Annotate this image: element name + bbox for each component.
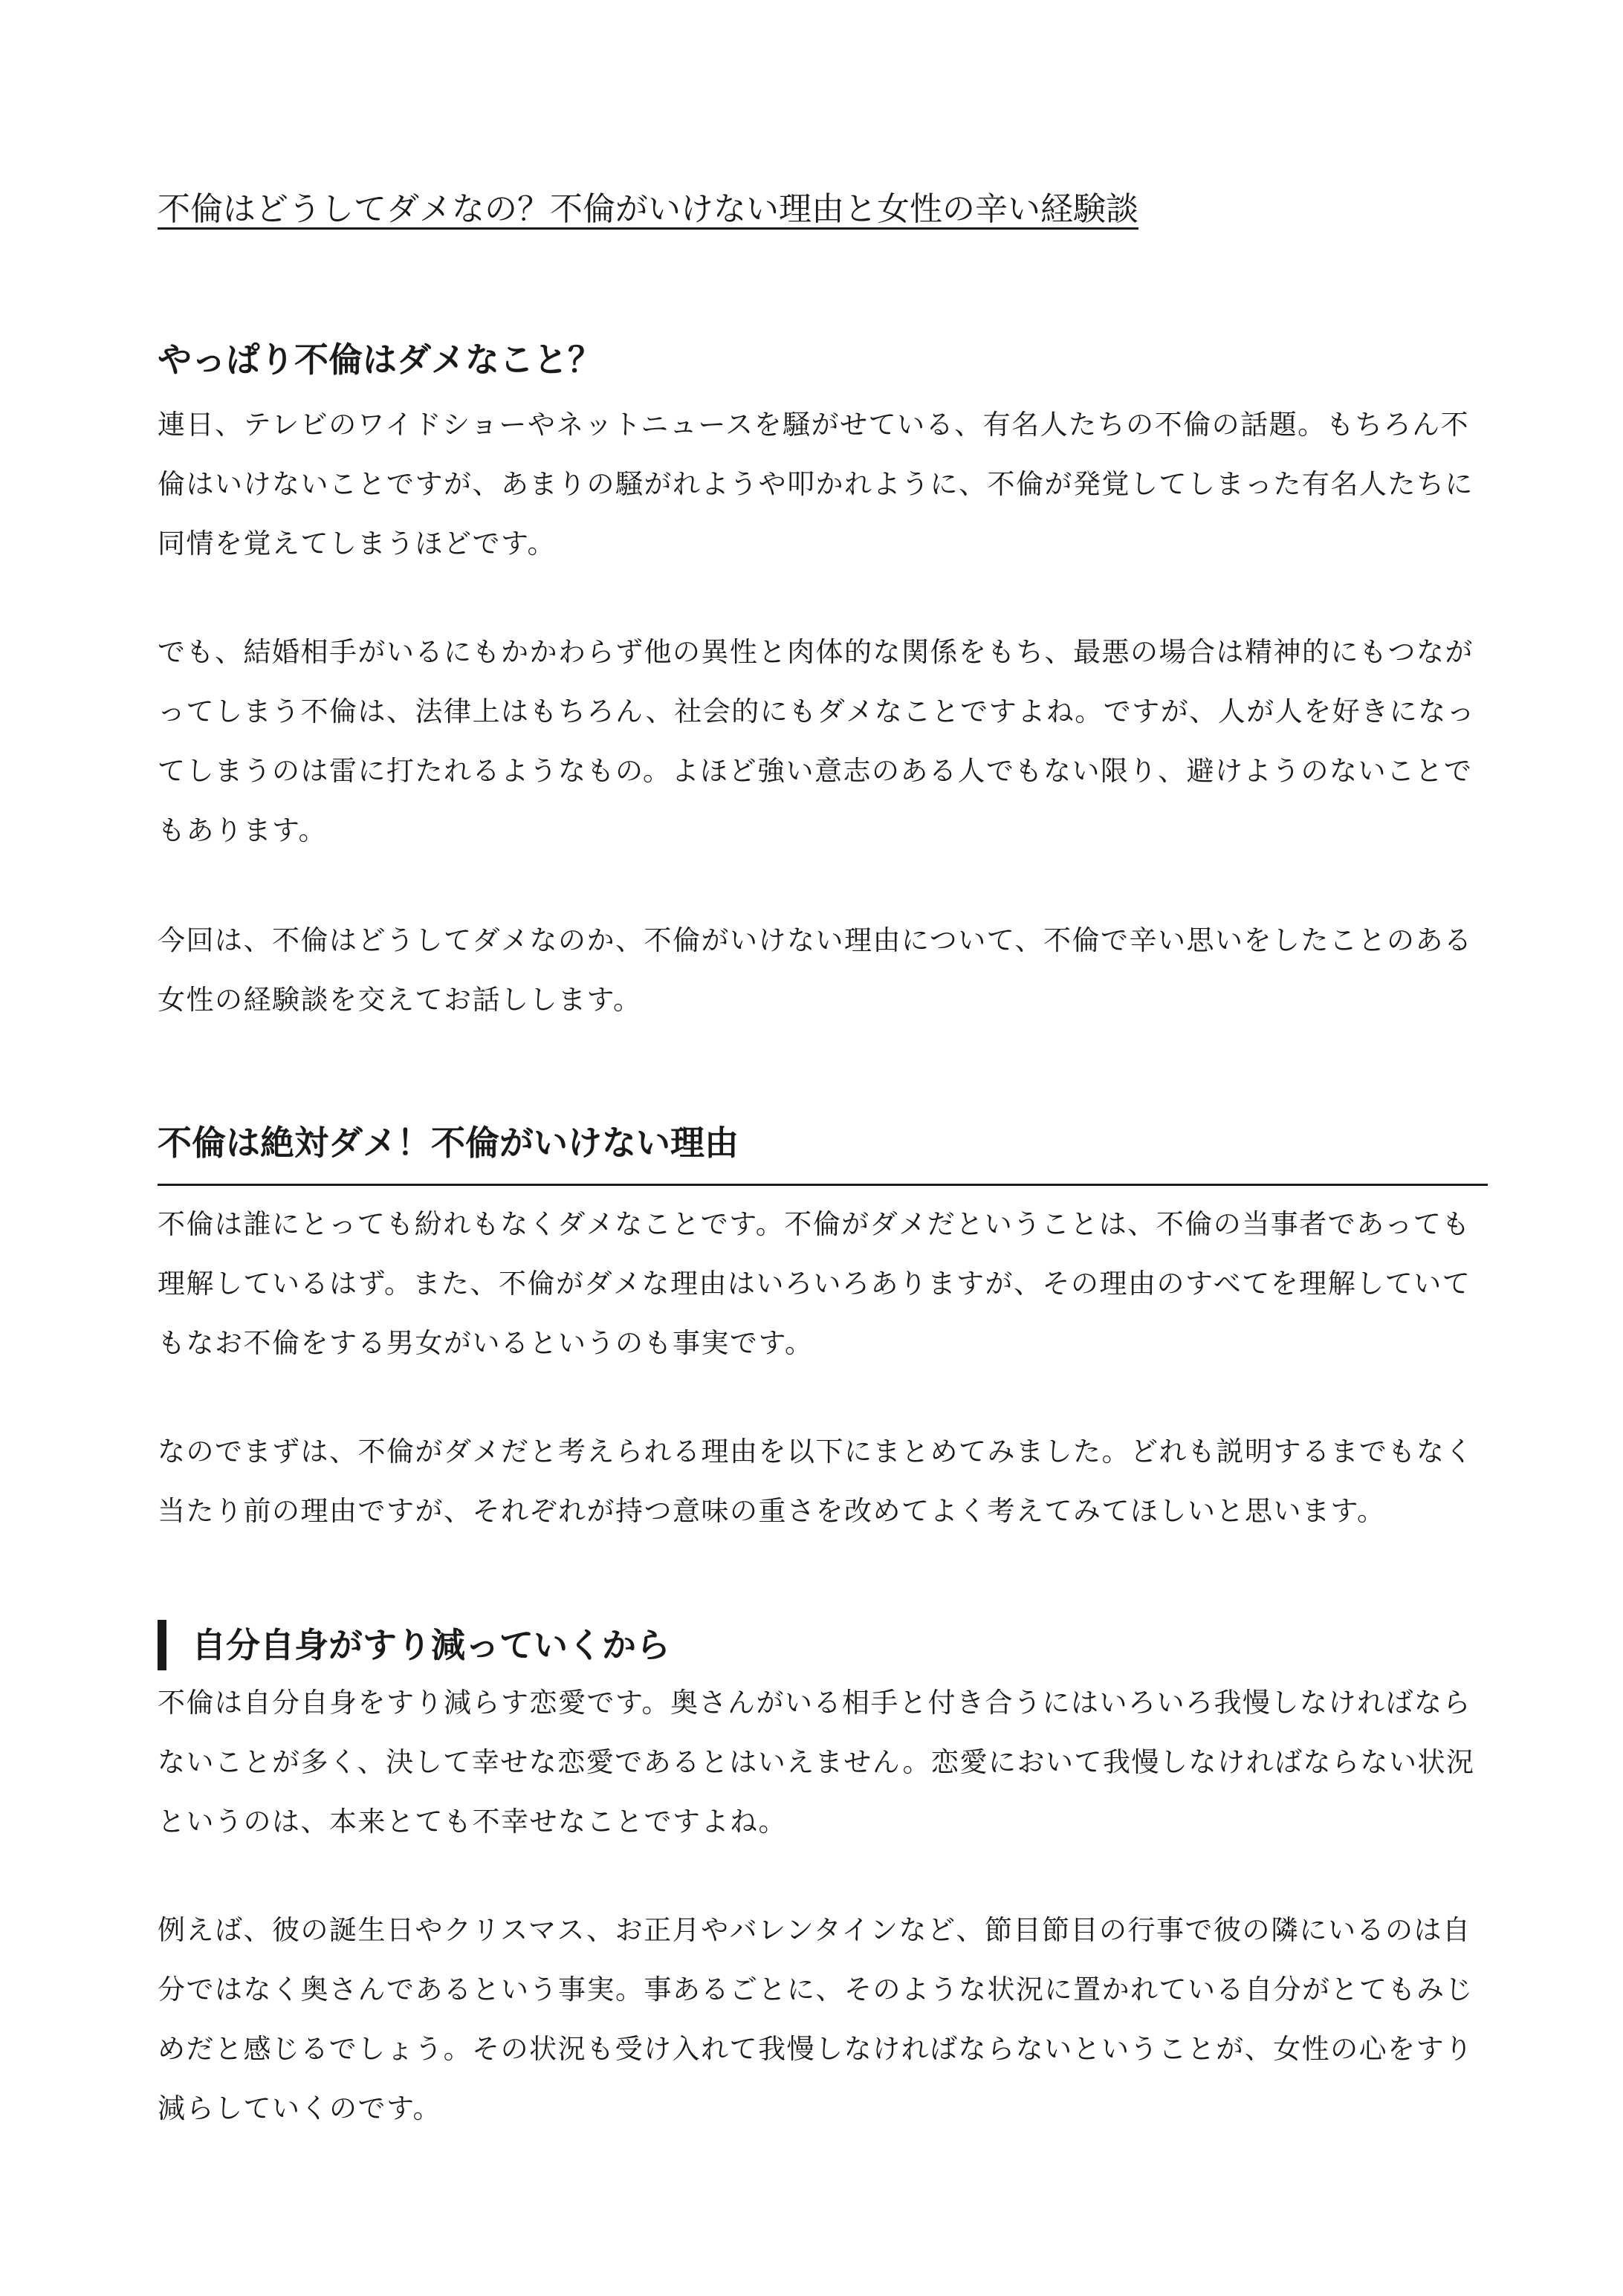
subsection-heading: [158, 1620, 670, 1670]
paragraph: 例えば、彼の誕生日やクリスマス、お正月やバレンタインなど、節目節目の行事で彼の隣にいるのは自分ではなく奥さんであるという事実。事あるごとに、そのような状況に置かれている自分がとてもみじめだと感じるでしょう。その状況も受け入れて我慢しなければならないということが、女性の心をすり減らしていくのです。: [158, 1914, 1474, 2124]
paragraph: でも、結婚相手がいるにもかかわらず他の異性と肉体的な関係をもち、最悪の場合は精神的にもつながってしまう不倫は、法律上はもちろん、社会的にもダメなことですよね。ですが、人が人を好きになってしまうのは雷に打たれるようなもの。よほど強い意志のある人でもない限り、避けようのないことでもあります。: [158, 636, 1476, 846]
section-heading-1: やっぱり不倫はダメなこと？: [158, 340, 602, 380]
subsection-heading-text: 自分自身がすり減っていくから: [192, 1625, 670, 1665]
heading-underline-rule: [158, 1184, 1488, 1186]
paragraph: なのでまずは、不倫がダメだと考えられる理由を以下にまとめてみました。どれも説明するまでもなく当たり前の理由ですが、それぞれが持つ意味の重さを改めてよく考えてみてほしいと思います。: [158, 1436, 1474, 1527]
paragraph: 連日、テレビのワイドショーやネットニュースを騒がせている、有名人たちの不倫の話題。もちろん不倫はいけないことですが、あまりの騒がれようや叩かれように、不倫が発覚してしまった有名人たちに同情を覚えてしまうほどです。: [158, 409, 1474, 560]
paragraph: 不倫は自分自身をすり減らす恋愛です。奥さんがいる相手と付き合うにはいろいろ我慢しなければならないことが多く、決して幸せな恋愛であるとはいえません。恋愛において我慢しなければならない状況というのは、本来とても不幸せなことですよね。: [158, 1687, 1475, 1838]
heading-accent-bar: [158, 1620, 166, 1670]
page-title: 不倫はどうしてダメなの？不倫がいけない理由と女性の辛い経験談: [158, 190, 1138, 228]
paragraph: 不倫は誰にとっても紛れもなくダメなことです。不倫がダメだということは、不倫の当事者であっても理解しているはず。また、不倫がダメな理由はいろいろありますが、その理由のすべてを理解していてもなお不倫をする男女がいるというのも事実です。: [158, 1208, 1471, 1359]
section-heading-2: 不倫は絶対ダメ！不倫がいけない理由: [158, 1123, 739, 1163]
paragraph: 今回は、不倫はどうしてダメなのか、不倫がいけない理由について、不倫で辛い思いをしたことのある女性の経験談を交えてお話しします。: [158, 924, 1473, 1016]
